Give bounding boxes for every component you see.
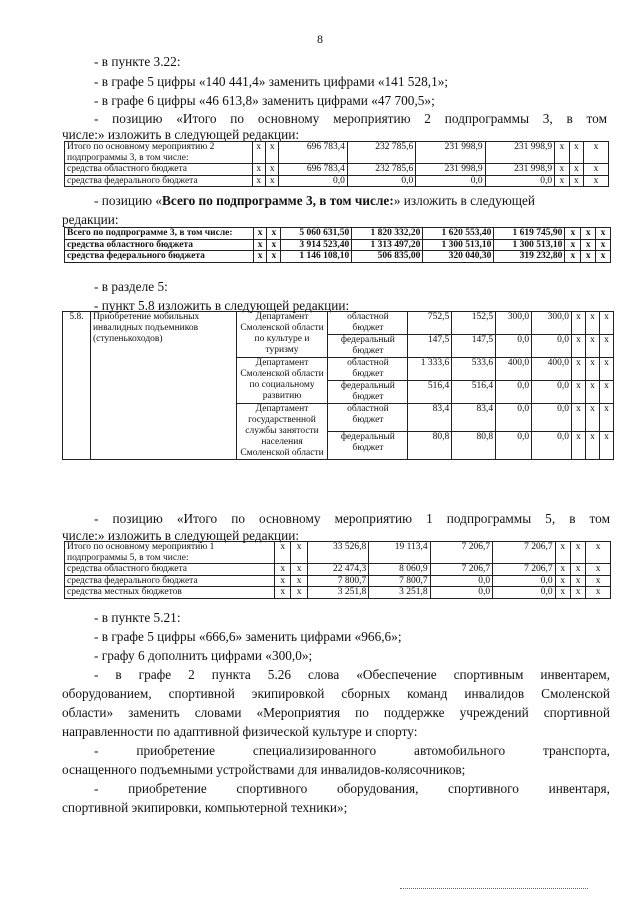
table-cell: x: [596, 228, 611, 240]
text-line: числе:» изложить в следующей редакции:: [62, 127, 300, 142]
table-cell: 0,0: [279, 175, 347, 187]
table-cell: 5.8.: [63, 312, 91, 460]
table-cell: x: [596, 251, 611, 263]
table-cell: x: [570, 542, 585, 564]
table-cell: 0,0: [493, 575, 555, 587]
table-cell: 147,5: [452, 335, 496, 358]
table-cell: Департамент Смоленской области по культуре и туризму: [236, 312, 328, 358]
table-cell: Департамент государственной службы занятости населения Смоленской области: [236, 404, 328, 460]
table-cell: x: [599, 432, 613, 460]
table-cell: x: [266, 175, 279, 187]
text-line: - пункт 5.8 изложить в следующей редакции:: [94, 298, 350, 313]
table-cell: 533,6: [452, 358, 496, 381]
text-line: спортивной экипировки, компьютерной техники»;: [62, 800, 348, 815]
text-line: - позицию «Итого по основному мероприятию 1 подпрограммы 5, в том: [94, 511, 610, 526]
text-line: - приобретение спортивного оборудования, спортивного инвентаря,: [94, 781, 610, 796]
table-cell: 0,0: [493, 587, 555, 599]
table-cell: x: [291, 564, 307, 576]
table-total-sub3: [64, 227, 611, 263]
table-cell: 300,0: [532, 312, 572, 335]
table-cell: x: [253, 228, 267, 240]
table-cell: 83,4: [452, 404, 496, 432]
table-cell: 516,4: [408, 381, 452, 404]
total-bold: Всего по подпрограмме 3, в том числе:: [162, 193, 394, 208]
table-cell: средства федерального бюджета: [65, 175, 253, 187]
table-cell: 22 474,3: [307, 564, 368, 576]
table-cell: 7 206,7: [430, 542, 492, 564]
table-cell: x: [585, 432, 599, 460]
table-cell: 0,0: [430, 575, 492, 587]
table-cell: Итого по основному мероприятию 1 подпрограммы 5, в том числе:: [65, 542, 275, 564]
table-row: [63, 312, 614, 335]
total-prefix: - позицию «: [94, 193, 163, 208]
text-line: области» заменить словами «Мероприятия по поддержке учреждений спортивной: [62, 705, 610, 720]
table-row: [65, 575, 611, 587]
table-cell: x: [584, 175, 609, 187]
table-cell: 8 060,9: [369, 564, 430, 576]
table-cell: 83,4: [408, 404, 452, 432]
table-cell: 5 060 631,50: [281, 228, 352, 240]
text-line: - в графе 5 цифры «140 441,4» заменить цифрами «141 528,1»;: [94, 74, 449, 89]
text-line: - приобретение специализированного автомобильного транспорта,: [94, 743, 610, 758]
table-cell: 7 206,7: [493, 564, 555, 576]
table-cell: 3 914 523,40: [281, 239, 352, 251]
table-cell: 0,0: [496, 335, 532, 358]
table-cell: x: [581, 251, 596, 263]
table-cell: 319 232,80: [494, 251, 565, 263]
table-cell: x: [599, 312, 613, 335]
text-line: оснащенного подъемными устройствами для инвалидов-колясочников;: [62, 762, 466, 777]
table-cell: x: [570, 575, 585, 587]
text-line: - в графе 2 пункта 5.26 слова «Обеспечение спортивным инвентарем,: [94, 667, 610, 682]
table-cell: 7 206,7: [493, 542, 555, 564]
table-cell: x: [581, 239, 596, 251]
table-cell: 0,0: [485, 175, 554, 187]
table-cell: Приобретение мобильных инвалидных подъемников (ступенькоходов): [90, 312, 236, 460]
table-cell: 1 620 553,40: [423, 228, 494, 240]
table-cell: 752,5: [408, 312, 452, 335]
table-cell: 1 313 497,20: [352, 239, 423, 251]
table-cell: 1 820 332,20: [352, 228, 423, 240]
table-cell: x: [555, 164, 570, 176]
table-cell: x: [253, 239, 267, 251]
text-line: - позицию «Итого по основному мероприятию 2 подпрограммы 3, в том: [94, 111, 607, 126]
table-row: [65, 251, 611, 263]
table-cell: 696 783,4: [279, 164, 347, 176]
footer-rule: [400, 888, 588, 889]
table-cell: 7 800,7: [369, 575, 430, 587]
table-cell: x: [572, 358, 586, 381]
table-cell: x: [570, 564, 585, 576]
table-cell: x: [570, 587, 585, 599]
table-cell: x: [275, 575, 291, 587]
table-cell: x: [569, 175, 584, 187]
table-row: [65, 228, 611, 240]
table-cell: x: [291, 575, 307, 587]
table-cell: x: [267, 251, 281, 263]
table-row: [65, 164, 609, 176]
table-cell: x: [252, 175, 265, 187]
table-cell: 232 785,6: [347, 164, 415, 176]
table-cell: x: [555, 542, 570, 564]
table-cell: 231 998,9: [416, 142, 485, 164]
table-cell: x: [275, 542, 291, 564]
table-cell: 300,0: [496, 312, 532, 335]
table-cell: 147,5: [408, 335, 452, 358]
table-cell: x: [599, 335, 613, 358]
table-cell: средства областного бюджета: [65, 164, 253, 176]
table-cell: x: [555, 564, 570, 576]
table-cell: x: [275, 564, 291, 576]
table-cell: 231 998,9: [485, 142, 554, 164]
text-line: [94, 193, 535, 209]
table-cell: x: [267, 228, 281, 240]
table-cell: 0,0: [347, 175, 415, 187]
table-cell: 400,0: [496, 358, 532, 381]
table-main2-sub3: [64, 141, 609, 187]
table-cell: x: [555, 575, 570, 587]
table-cell: x: [555, 587, 570, 599]
table-row: [65, 587, 611, 599]
table-cell: 231 998,9: [485, 164, 554, 176]
table-cell: x: [586, 575, 611, 587]
table-cell: средства областного бюджета: [65, 239, 254, 251]
table-cell: областной бюджет: [328, 404, 408, 432]
total-suffix: » изложить в следующей: [393, 193, 536, 208]
table-cell: 400,0: [532, 358, 572, 381]
table-cell: x: [585, 335, 599, 358]
text-line: - в пункте 3.22:: [94, 54, 181, 69]
table-cell: x: [565, 251, 581, 263]
table-cell: x: [599, 381, 613, 404]
table-row: [65, 175, 609, 187]
text-line: редакции:: [62, 212, 119, 227]
table-cell: x: [586, 542, 611, 564]
table-cell: 696 783,4: [279, 142, 347, 164]
table-cell: 1 333,6: [408, 358, 452, 381]
table-cell: 7 206,7: [430, 564, 492, 576]
table-item-5-8: [62, 311, 614, 460]
table-cell: 152,5: [452, 312, 496, 335]
page-number: 8: [317, 32, 323, 46]
table-cell: x: [291, 542, 307, 564]
table-cell: x: [584, 142, 609, 164]
table-cell: 33 526,8: [307, 542, 368, 564]
table-cell: x: [267, 239, 281, 251]
table-cell: 0,0: [532, 335, 572, 358]
table-cell: x: [599, 404, 613, 432]
table-cell: x: [585, 312, 599, 335]
table-cell: x: [581, 228, 596, 240]
table-cell: x: [572, 404, 586, 432]
table-cell: x: [266, 164, 279, 176]
table-cell: x: [555, 142, 570, 164]
text-line: числе:» изложить в следующей редакции:: [62, 528, 300, 543]
table-cell: 0,0: [496, 432, 532, 460]
table-cell: средства областного бюджета: [65, 564, 275, 576]
table-cell: x: [555, 175, 570, 187]
table-cell: федеральный бюджет: [328, 335, 408, 358]
table-cell: федеральный бюджет: [328, 381, 408, 404]
table-cell: x: [252, 142, 265, 164]
table-cell: x: [572, 381, 586, 404]
table-cell: x: [585, 404, 599, 432]
text-line: - в пункте 5.21:: [94, 610, 181, 625]
table-cell: 0,0: [532, 381, 572, 404]
table-cell: 320 040,30: [423, 251, 494, 263]
table-cell: 0,0: [496, 404, 532, 432]
text-line: - графу 6 дополнить цифрами «300,0»;: [94, 648, 313, 663]
table-cell: 0,0: [532, 404, 572, 432]
table-cell: x: [569, 142, 584, 164]
table-cell: Всего по подпрограмме 3, в том числе:: [65, 228, 254, 240]
table-cell: федеральный бюджет: [328, 432, 408, 460]
text-line: - в графе 6 цифры «46 613,8» заменить цифрами «47 700,5»;: [94, 93, 435, 108]
table-cell: Итого по основному мероприятию 2 подпрограммы 3, в том числе:: [65, 142, 253, 164]
table-cell: x: [572, 432, 586, 460]
table-cell: 3 251,8: [369, 587, 430, 599]
table-cell: 231 998,9: [416, 164, 485, 176]
table-cell: x: [572, 312, 586, 335]
table-cell: Департамент Смоленской области по социальному развитию: [236, 358, 328, 404]
table-cell: x: [253, 251, 267, 263]
table-cell: x: [252, 164, 265, 176]
table-cell: средства местных бюджетов: [65, 587, 275, 599]
table-cell: x: [569, 164, 584, 176]
table-cell: x: [584, 164, 609, 176]
table-cell: x: [585, 381, 599, 404]
table-cell: 1 146 108,10: [281, 251, 352, 263]
table-cell: 0,0: [532, 432, 572, 460]
table-cell: x: [586, 564, 611, 576]
table-cell: 80,8: [408, 432, 452, 460]
table-cell: средства федерального бюджета: [65, 251, 254, 263]
table-cell: 1 300 513,10: [423, 239, 494, 251]
text-line: оборудованием, спортивной экипировкой сборных команд инвалидов Смоленской: [62, 686, 610, 701]
table-row: [65, 542, 611, 564]
table-cell: 506 835,00: [352, 251, 423, 263]
table-cell: областной бюджет: [328, 358, 408, 381]
text-line: - в графе 5 цифры «666,6» заменить цифрами «966,6»;: [94, 629, 402, 644]
table-cell: 1 619 745,90: [494, 228, 565, 240]
table-cell: x: [596, 239, 611, 251]
table-cell: 7 800,7: [307, 575, 368, 587]
table-cell: 0,0: [496, 381, 532, 404]
table-cell: x: [275, 587, 291, 599]
table-row: [65, 239, 611, 251]
table-cell: областной бюджет: [328, 312, 408, 335]
table-cell: 0,0: [416, 175, 485, 187]
table-row: [65, 142, 609, 164]
table-cell: 516,4: [452, 381, 496, 404]
text-line: - в разделе 5:: [94, 279, 168, 294]
table-cell: 3 251,8: [307, 587, 368, 599]
table-cell: x: [599, 358, 613, 381]
table-cell: x: [291, 587, 307, 599]
table-main1-sub5: [64, 541, 611, 599]
table-cell: 232 785,6: [347, 142, 415, 164]
table-cell: средства федерального бюджета: [65, 575, 275, 587]
table-cell: x: [565, 228, 581, 240]
table-cell: x: [586, 587, 611, 599]
table-cell: 1 300 513,10: [494, 239, 565, 251]
table-cell: 19 113,4: [369, 542, 430, 564]
table-cell: 0,0: [430, 587, 492, 599]
table-cell: x: [565, 239, 581, 251]
table-cell: x: [572, 335, 586, 358]
table-cell: 80,8: [452, 432, 496, 460]
table-cell: x: [266, 142, 279, 164]
text-line: направленности по адаптивной физической культуре и спорту:: [62, 724, 418, 739]
table-row: [65, 564, 611, 576]
table-cell: x: [585, 358, 599, 381]
